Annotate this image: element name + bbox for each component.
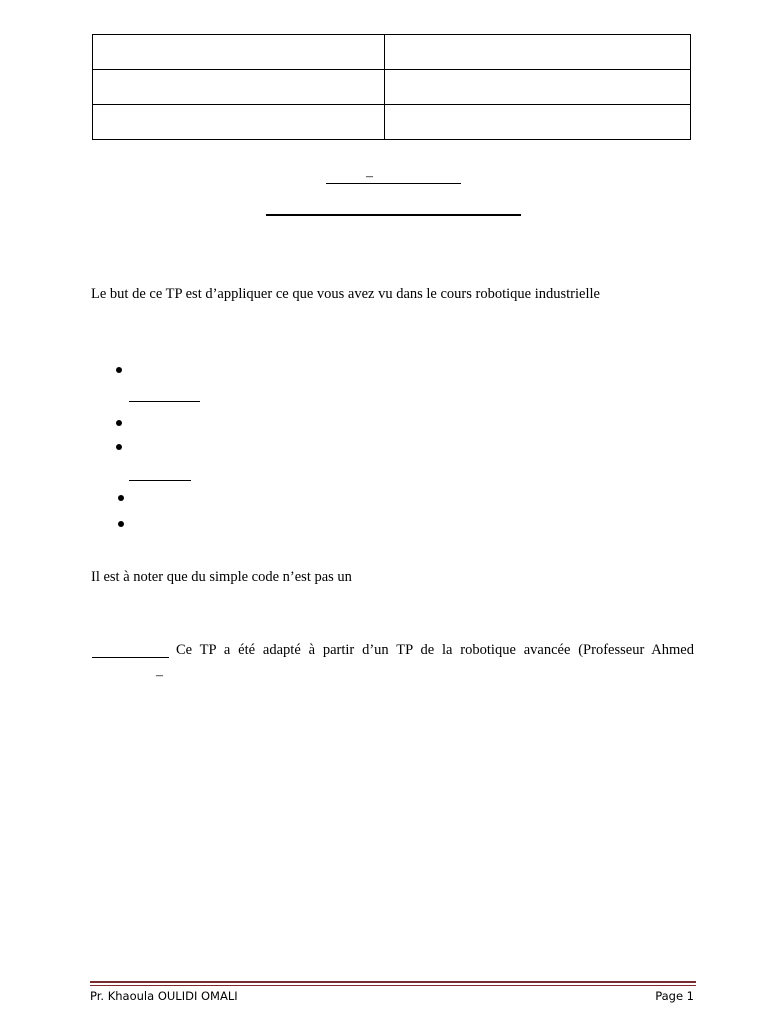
list-bullet xyxy=(118,521,124,527)
table-row xyxy=(93,35,691,70)
note-paragraph: Il est à noter que du simple code n’est pas un xyxy=(91,569,352,585)
footer-rule xyxy=(90,985,696,986)
list-underline xyxy=(129,480,191,481)
footer-rule xyxy=(90,981,696,983)
list-bullet xyxy=(116,444,122,450)
list-bullet xyxy=(116,367,122,373)
table-cell xyxy=(93,105,385,140)
list-bullet xyxy=(118,495,124,501)
intro-paragraph: Le but de ce TP est d’appliquer ce que vous avez vu dans le cours robotique industrielle xyxy=(91,286,600,302)
credit-dash: – xyxy=(156,668,163,683)
table-cell xyxy=(385,70,691,105)
table-cell xyxy=(93,35,385,70)
footer-page-number: Page 1 xyxy=(655,989,694,1003)
header-info-table xyxy=(92,34,691,140)
list-bullet xyxy=(116,420,122,426)
table-cell xyxy=(93,70,385,105)
list-underline xyxy=(129,401,200,402)
table-row xyxy=(93,105,691,140)
credit-paragraph: Ce TP a été adapté à partir d’un TP de la robotique avancée (Professeur Ahmed xyxy=(176,642,694,658)
table-cell xyxy=(385,105,691,140)
credit-underline xyxy=(92,657,169,658)
subtitle-underline xyxy=(266,214,521,216)
table-cell xyxy=(385,35,691,70)
footer-author: Pr. Khaoula OULIDI OMALI xyxy=(90,989,238,1003)
title-underline xyxy=(326,183,461,184)
title-dash: – xyxy=(366,169,373,184)
table-row xyxy=(93,70,691,105)
